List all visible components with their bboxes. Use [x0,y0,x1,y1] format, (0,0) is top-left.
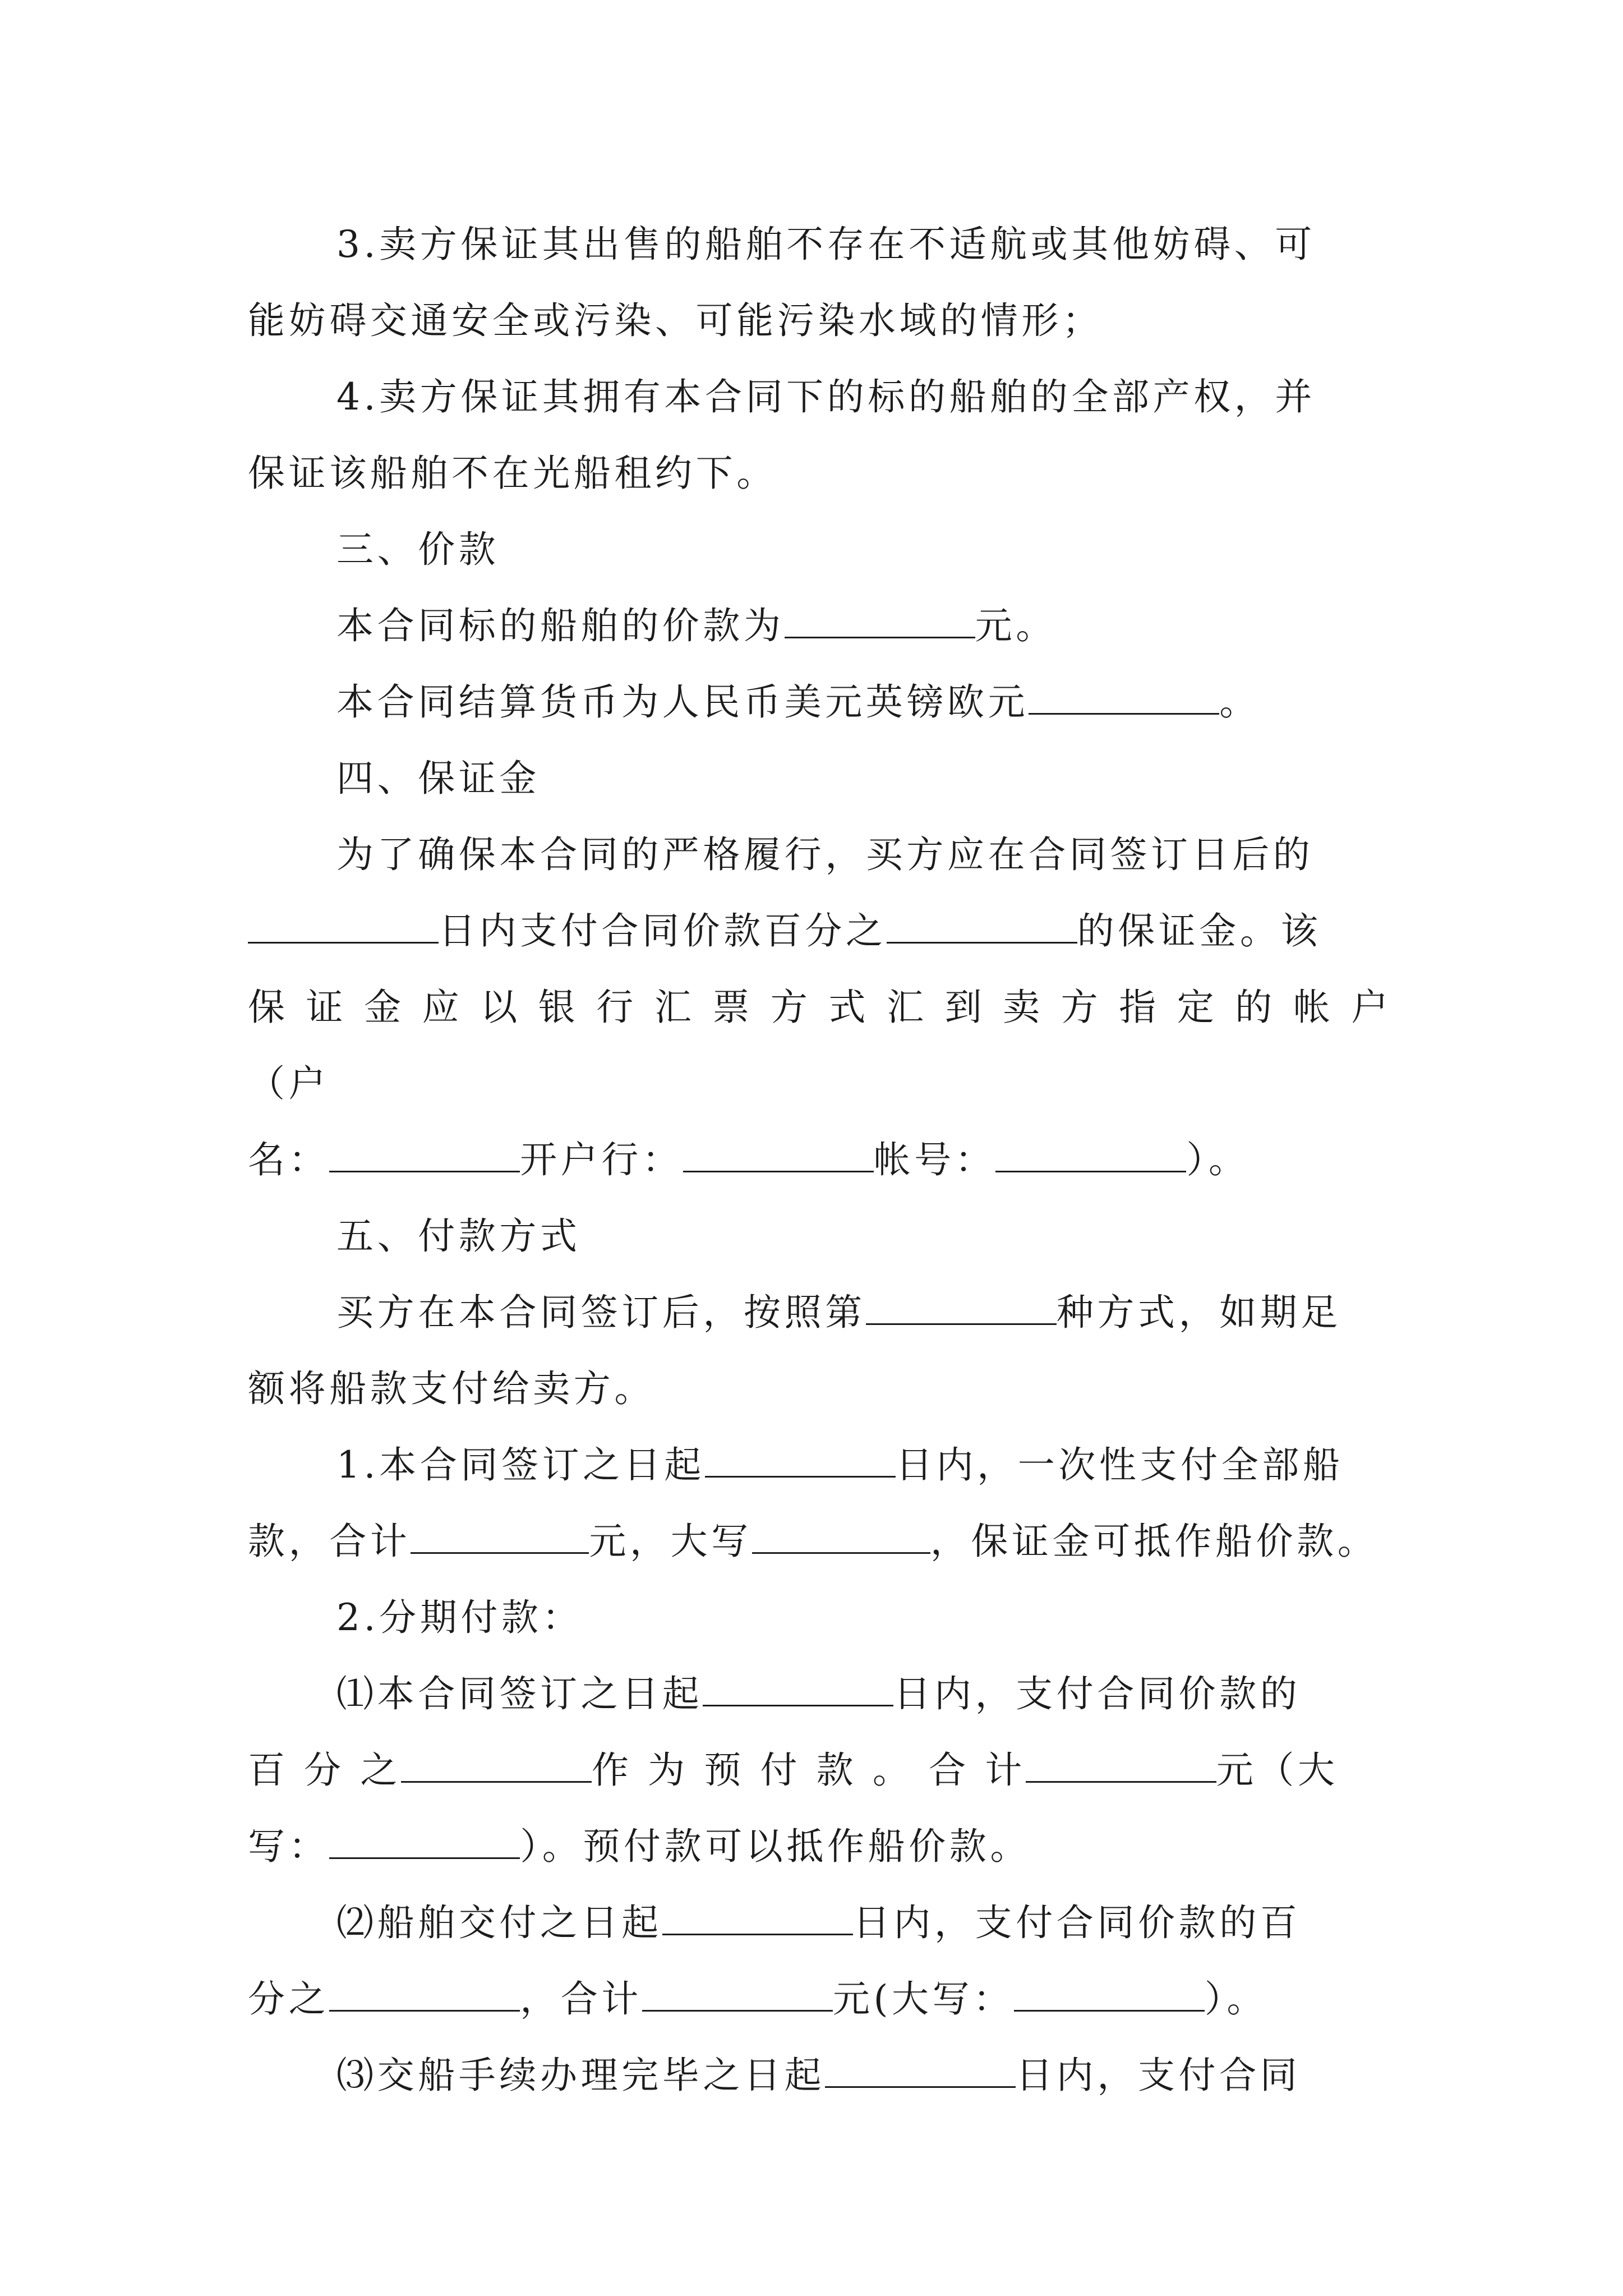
section-heading-payment: 五、付款方式 [336,1214,581,1258]
contract-page [248,206,1392,2114]
clause-4: 4.卖方保证其拥有本合同下的标的船舶的全部产权，并 保证该船舶不在光船租约下。 [248,375,1316,495]
payment-method-paragraph: 买方在本合同签订后，按照第 种方式，如期足 额将船款支付给卖方。 [248,1291,1342,1410]
installment-1-days-blank[interactable] [703,1672,893,1706]
installment-3: ⑶交船手续办理完毕之日起 日内，支付合同 [336,2054,1301,2097]
installment-2-amount-blank[interactable] [642,1977,833,2012]
currency-blank[interactable] [1029,680,1219,715]
price-blank[interactable] [785,604,975,638]
lump-sum-days-blank[interactable] [705,1443,896,1478]
lump-sum-amount-blank[interactable] [411,1519,589,1554]
clause-3: 3.卖方保证其出售的船舶不存在不适航或其他妨碍、可 能妨碍交通安全或污染、可能污染水域的情形； [248,223,1316,342]
price-line: 本合同标的船舶的价款为 元。 [336,604,1057,647]
installment-1: ⑴本合同签订之日起 日内，支付合同价款的 百 分 之 作 为 预 付 款 。 合 计 元（大 写： ）。预付款可以抵作船价款。 [248,1672,1339,1868]
bank-blank[interactable] [683,1138,874,1172]
lump-sum-clause: 1.本合同签订之日起 日内，一次性支付全部船 款，合计 元，大写 ，保证金可抵作船价款。 [248,1443,1378,1563]
currency-line: 本合同结算货币为人民币美元英镑欧元 。 [336,680,1260,724]
installment-2-words-blank[interactable] [1014,1977,1205,2012]
installment-2-days-blank[interactable] [662,1901,853,1935]
installment-1-words-blank[interactable] [329,1824,520,1859]
installment-2-percent-blank[interactable] [329,1977,520,2012]
deposit-days-blank[interactable] [248,909,439,944]
installment-2: ⑵船舶交付之日起 日内，支付合同价款的百 分之 ，合计 元(大写： ）。 [248,1901,1301,2021]
section-heading-price: 三、价款 [336,528,500,571]
account-number-blank[interactable] [995,1138,1186,1172]
account-name-blank[interactable] [329,1138,520,1172]
installment-1-percent-blank[interactable] [401,1748,592,1783]
deposit-percent-blank[interactable] [887,909,1077,944]
installment-1-amount-blank[interactable] [1026,1748,1216,1783]
installment-3-days-blank[interactable] [825,2053,1016,2088]
lump-sum-words-blank[interactable] [752,1519,930,1554]
deposit-paragraph: 为了确保本合同的严格履行，买方应在合同签订日后的 日内支付合同价款百分之 的保证金。该 保 证 金 应 以 银 行 汇 票 方 式 汇 到 卖 方 指 定 的 帐 户（户 名： 开户行： 帐号： ）。 [248,833,1392,1181]
installment-heading: 2.分期付款： [336,1596,583,1639]
section-heading-deposit: 四、保证金 [336,757,540,800]
payment-method-blank[interactable] [866,1290,1057,1325]
